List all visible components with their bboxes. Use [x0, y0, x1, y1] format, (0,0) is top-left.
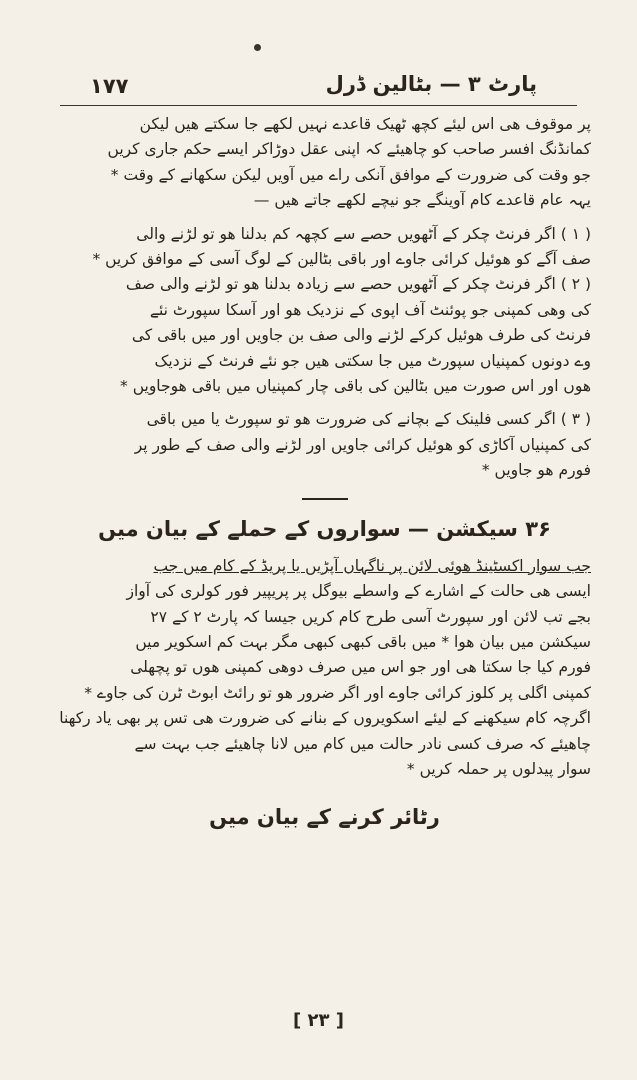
section-paragraph [58, 554, 591, 783]
text-line: جب سوار اکسٹینڈ ھوئی لائن پر ناگہاں آپڑیں یا پریڈ کے کام میں جب [153, 556, 591, 575]
text-line: فورم کیا جا سکتا ھی اور جو اس میں صرف دوھی کمپنی ھوں تو پچھلی [130, 658, 591, 677]
text-line: بجے تب لائن اور سپورٹ آسی طرح کام کریں جیسا کہ پارٹ ۲ کے ۲۷ [150, 607, 591, 626]
page-number: ۱۷۷ [90, 74, 129, 98]
text-line: فورم ھو جاویں * [481, 461, 591, 480]
text-line: کمپنی اگلی پر کلوز کرائی جاوے اور اگر ضرور ھو تو رائٹ ابوٹ ٹرن کی جاوے * [84, 683, 591, 702]
text-line: سوار پیدلوں پر حملہ کریں * [406, 759, 591, 778]
text-line: صف آگے کو ھوئیل کرائی جاوے اور باقی بٹالین کے لوگ آسی کے موافق کریں * [92, 250, 591, 269]
text-line: وے دونوں کمپنیاں سپورٹ میں جا سکتی ھیں جو نئے فرنٹ کے نزدیک [154, 351, 591, 370]
intro-paragraph [58, 112, 591, 214]
text-line: اگرچہ کام سیکھنے کے لیئے اسکویروں کے بنانے کی ضرورت ھی تس پر بھی یاد رکھنا [59, 709, 591, 728]
text-line: ( ۱ ) اگر فرنٹ چکر کے آٹھویں حصے سے کچھہ کم بدلنا ھو تو لڑنے والی [136, 224, 591, 243]
section-heading: ۳۶ سیکشن — سواروں کے حملے کے بیان میں [98, 516, 551, 541]
text-line: کمانڈنگ افسر صاحب کو چاھیئے کہ اپنی عقل دوڑاکر ایسے حکم جاری کریں [107, 140, 591, 159]
text-line: جو وقت کی ضرورت کے موافق آنکی راے میں آویں لیکن سکھانے کے وقت * [110, 165, 591, 184]
running-title: پارٹ ۳ — بٹالین ڈرل [325, 72, 537, 96]
page-body [58, 112, 591, 834]
header-rule [60, 105, 577, 106]
text-line: ھوں اور اس صورت میں بٹالین کی باقی چار کمپنیاں میں باقی ھوجاویں * [120, 377, 591, 396]
text-line: کی وھی کمپنی جو پوئنٹ آف اپوی کے نزدیک ھو اور آسکا سپورٹ نئے [149, 300, 591, 319]
text-line: چاھیئے کہ صرف کسی نادر حالت میں کام میں لانا چاھیئے جب بہت سے [134, 734, 591, 753]
text-line: پر موقوف ھی اس لیئے کچھ ٹھیک قاعدے نہیں لکھے جا سکتے ھیں لیکن [139, 115, 591, 133]
ink-dot [254, 44, 261, 51]
text-line: سیکشن میں بیان ھوا * میں باقی کبھی کبھی مگر بہت کم اسکویر میں [135, 632, 591, 651]
clause-2 [58, 272, 591, 399]
text-line: یہہ عام قاعدے کام آوینگے جو نیچے لکھے جاتے ھیں — [253, 191, 591, 210]
text-line: ایسی ھی حالت کے اشارے کے واسطے بیوگل پر پریپیر فور کولری کی آواز [126, 582, 591, 601]
clause-3 [58, 407, 591, 483]
section-divider [302, 498, 348, 500]
clause-1 [58, 222, 591, 273]
text-line: فرنٹ کی طرف ھوئیل کرکے لڑنے والی صف بن جاویں اور میں باقی کی [131, 326, 591, 345]
text-line: ( ۳ ) اگر کسی فلینک کے بچانے کی ضرورت ھو تو سپورٹ یا میں باقی [146, 410, 591, 429]
text-line: ( ۲ ) اگر فرنٹ چکر کے آٹھویں حصے سے زیادہ بدلنا ھو تو لڑنے والی صف [125, 275, 591, 294]
page-header [60, 70, 577, 104]
text-line: کی کمپنیاں آکاڑی کو ھوئیل کرائی جاویں اور لڑنے والی صف کے طور پر [134, 435, 591, 454]
page-marker: [ ۲۳ ] [293, 1010, 344, 1031]
sub-heading: رٹائر کرنے کے بیان میں [209, 805, 440, 830]
